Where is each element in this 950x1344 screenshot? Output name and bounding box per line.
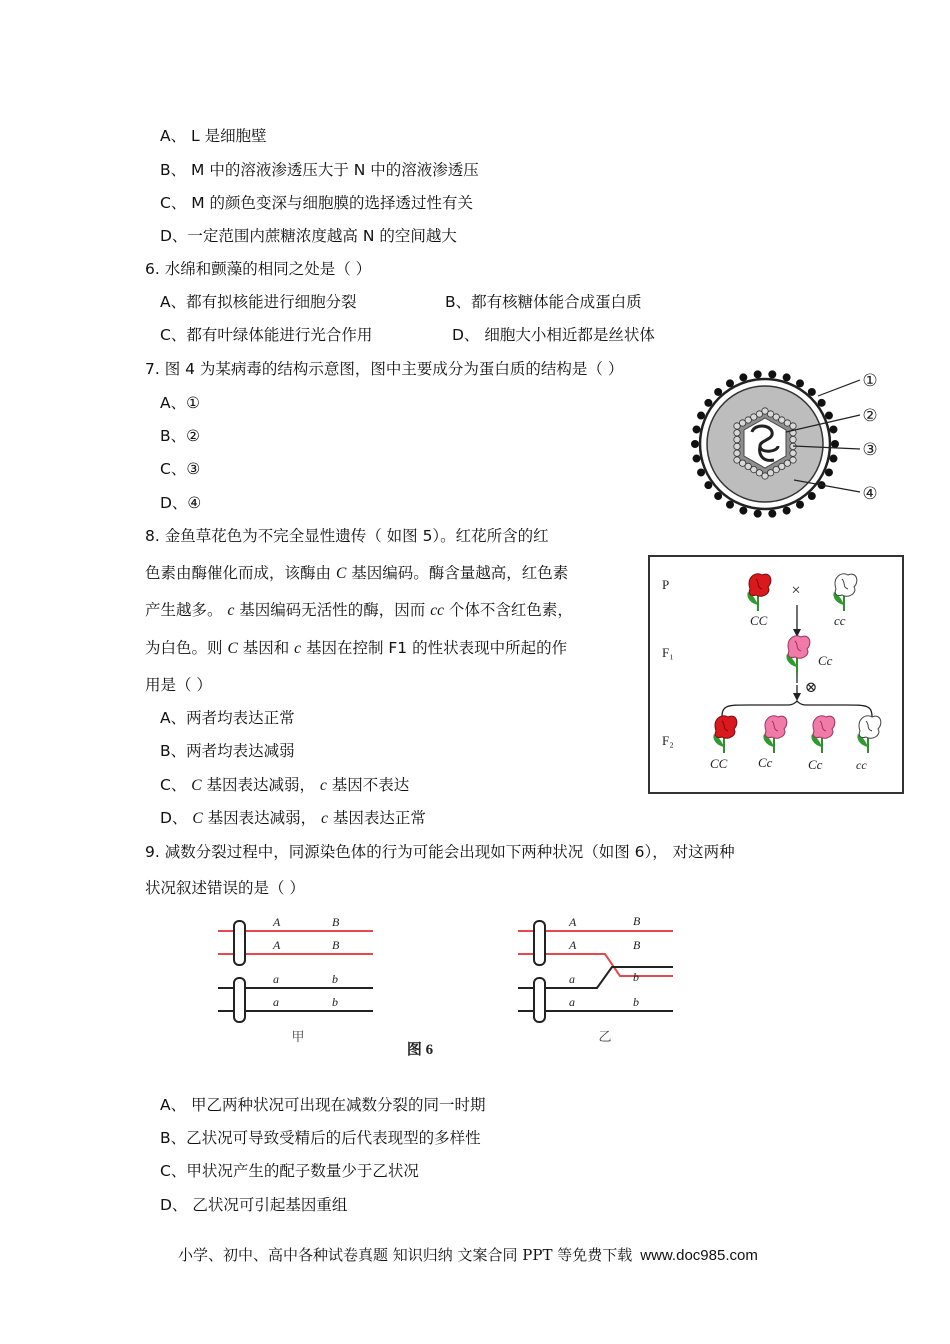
q6-option-c: C、都有叶绿体能进行光合作用 (160, 326, 373, 344)
q5-option-a: A、 L 是细胞壁 (160, 127, 267, 145)
gene-A-3: A (569, 915, 577, 929)
label-2: ② (862, 406, 878, 425)
q9-option-c: C、甲状况产生的配子数量少于乙状况 (160, 1162, 419, 1180)
genotype-p2: cc (834, 613, 846, 628)
gene-b-1: b (332, 972, 338, 986)
label-4: ④ (862, 484, 878, 503)
gene-b-3: b (633, 970, 639, 984)
capsomere (734, 443, 740, 449)
gen-label-f2: F₂ (662, 733, 674, 748)
capsomere (734, 436, 740, 442)
cross-symbol: × (791, 582, 801, 599)
capsomere (734, 457, 740, 463)
q8-option-b: B、两者均表达减弱 (160, 742, 295, 760)
envelope-spike (768, 370, 776, 378)
capsomere (734, 430, 740, 436)
gene-A-2: A (273, 938, 281, 952)
gene-A-1: A (273, 915, 281, 929)
figure-6-title: 图 6 (406, 1042, 434, 1058)
gene-B-2: B (332, 938, 340, 952)
envelope-spike (739, 373, 747, 381)
q8-line-1: 8. 金鱼草花色为不完全显性遗传（ 如图 5）。红花所含的红 (145, 527, 549, 545)
gene-a-1: a (273, 972, 279, 986)
envelope-spike (754, 510, 762, 518)
gene-b-2: b (332, 995, 338, 1009)
envelope-spike (754, 370, 762, 378)
capsomere (790, 423, 796, 429)
genotype-f2-2: Cc (758, 755, 773, 770)
q5-option-c: C、 M 的颜色变深与细胞膜的选择透过性有关 (160, 194, 474, 212)
envelope-spike (693, 455, 701, 463)
gene-a-2: a (273, 995, 279, 1009)
gene-B-4: B (633, 938, 641, 952)
q8-option-d: D、 C 基因表达减弱， c 基因表达正常 (160, 809, 426, 827)
q5-option-b: B、 M 中的溶液渗透压大于 N 中的溶液渗透压 (160, 161, 479, 179)
inheritance-diagram (648, 555, 906, 795)
envelope-spike (697, 412, 705, 420)
genotype-f2-1: CC (710, 756, 728, 771)
q9-option-d: D、 乙状况可引起基因重组 (160, 1196, 348, 1214)
footer-url[interactable]: www.doc985.com (640, 1247, 758, 1264)
q5-option-d: D、一定范围内蔗糖浓度越高 N 的空间越大 (160, 227, 457, 245)
capsomere (790, 450, 796, 456)
envelope-spike (691, 440, 699, 448)
genotype-f1: Cc (818, 653, 833, 668)
genotype-f2-3: Cc (808, 757, 823, 772)
gene-B-3: B (633, 914, 641, 928)
label-jia: 甲 (291, 1029, 305, 1044)
q8-line-4: 为白色。则 C 基因和 c 基因在控制 F1 的性状表现中所起的作 (145, 639, 568, 657)
q8-option-a: A、两者均表达正常 (160, 709, 295, 727)
q7-option-a: A、① (160, 394, 200, 412)
envelope-spike (739, 507, 747, 515)
gene-a-4: a (569, 995, 575, 1009)
envelope-spike (825, 468, 833, 476)
envelope-spike (693, 425, 701, 433)
envelope-spike (783, 507, 791, 515)
q8-option-c: C、 C 基因表达减弱， c 基因不表达 (160, 776, 410, 794)
label-3: ③ (862, 440, 878, 459)
q7-option-c: C、③ (160, 460, 201, 478)
chromosome-diagram (210, 910, 690, 1060)
gene-B-1: B (332, 915, 340, 929)
envelope-spike (697, 468, 705, 476)
q6-stem: 6. 水绵和颤藻的相同之处是（ ） (145, 260, 372, 278)
q6-option-a: A、都有拟核能进行细胞分裂 (160, 293, 357, 311)
q7-stem: 7. 图 4 为某病毒的结构示意图，图中主要成分为蛋白质的结构是（ ） (145, 360, 624, 378)
label-1: ① (862, 371, 878, 390)
q7-option-d: D、④ (160, 494, 202, 512)
label-yi: 乙 (598, 1029, 612, 1044)
gen-label-f1: F₁ (662, 645, 674, 660)
envelope-spike (831, 440, 839, 448)
q9-line-1: 9. 减数分裂过程中，同源染色体的行为可能会出现如下两种状况（如图 6）， 对这两种 (145, 843, 735, 861)
capsomere (734, 450, 740, 456)
q9-option-b: B、乙状况可导致受精后的后代表现型的多样性 (160, 1129, 481, 1147)
envelope-spike (829, 455, 837, 463)
chromosome-pair-yi (518, 914, 673, 1022)
gen-label-p: P (662, 577, 670, 592)
gene-b-4: b (633, 995, 639, 1009)
footer-text: 小学、初中、高中各种试卷真题 知识归纳 文案合同 PPT 等免费下载 (178, 1246, 633, 1264)
q9-line-2: 状况叙述错误的是（ ） (145, 879, 305, 897)
envelope-spike (825, 412, 833, 420)
envelope-spike (768, 510, 776, 518)
chromosome-pair-jia (218, 915, 373, 1022)
q6-option-d: D、 细胞大小相近都是丝状体 (452, 326, 655, 344)
q8-line-3: 产生越多。 c 基因编码无活性的酶，因而 cc 个体不含红色素， (145, 601, 573, 619)
q7-option-b: B、② (160, 427, 201, 445)
q9-option-a: A、 甲乙两种状况可出现在减数分裂的同一时期 (160, 1096, 486, 1114)
capsomere (756, 411, 762, 417)
gene-A-4: A (569, 938, 577, 952)
envelope-spike (829, 425, 837, 433)
footer (178, 1244, 758, 1265)
q8-line-2: 色素由酶催化而成，该酶由 C 基因编码。酶含量越高，红色素 (145, 564, 569, 582)
self-symbol: ⊗ (804, 680, 818, 696)
virus-diagram (690, 362, 890, 520)
q6-option-b: B、都有核糖体能合成蛋白质 (445, 293, 642, 311)
envelope-spike (783, 373, 791, 381)
genotype-f2-4: cc (856, 758, 867, 772)
capsomere (790, 436, 796, 442)
q8-line-5: 用是（ ） (145, 676, 212, 694)
genotype-p1: CC (750, 613, 768, 628)
gene-a-3: a (569, 972, 575, 986)
